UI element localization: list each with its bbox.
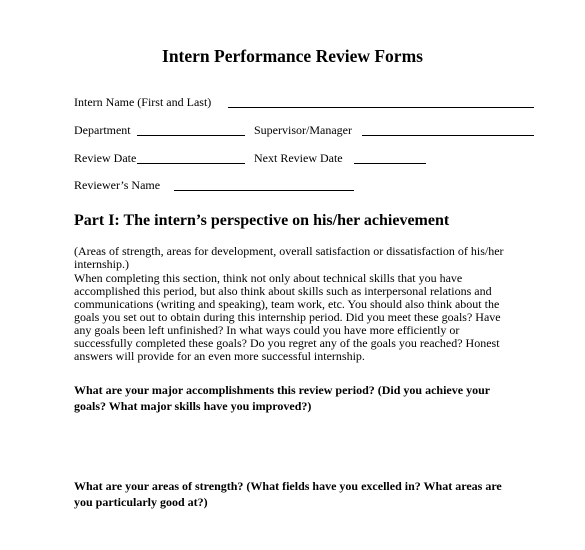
instructions-line: any goals been left unfinished? In what ways could you have more efficiently or [74, 323, 460, 337]
department-field[interactable] [137, 135, 245, 136]
page-title: Intern Performance Review Forms [162, 46, 423, 66]
question-line: goals? What major skills have you improved?) [74, 399, 312, 413]
next-review-date-label: Next Review Date [254, 151, 343, 165]
areas-note-line: (Areas of strength, areas for development, overall satisfaction or dissatisfaction of his/her [74, 244, 504, 258]
question-line: What are your major accomplishments this review period? (Did you achieve your [74, 383, 491, 397]
reviewer-name-label: Reviewer’s Name [74, 178, 161, 192]
intern-name-label: Intern Name (First and Last) [74, 95, 212, 109]
instructions-line: accomplished this period, but also think about skills such as interpersonal relations and [74, 284, 492, 298]
review-date-label: Review Date [74, 151, 137, 165]
supervisor-label: Supervisor/Manager [254, 123, 352, 137]
instructions-paragraph [74, 272, 544, 363]
areas-note [74, 245, 544, 271]
question-strengths [74, 478, 544, 510]
intern-name-field[interactable] [228, 107, 534, 108]
part-one-heading: Part I: The intern’s perspective on his/her achievement [74, 212, 450, 229]
instructions-line: answers will provide for an even more successful internship. [74, 349, 365, 363]
instructions-line: When completing this section, think not only about technical skills that you have [74, 271, 463, 285]
reviewer-name-field[interactable] [174, 190, 354, 191]
areas-note-line: internship.) [74, 257, 129, 271]
question-line: you particularly good at?) [74, 495, 208, 509]
instructions-line: goals you set out to obtain during this internship period. Did you meet these goals? Have [74, 310, 501, 324]
question-accomplishments [74, 382, 544, 414]
next-review-date-field[interactable] [354, 163, 426, 164]
instructions-line: successfully completed these goals? Do you regret any of the goals you reached? Honest [74, 336, 500, 350]
instructions-line: communications (writing and speaking), team work, etc. You should also think about the [74, 297, 500, 311]
review-date-field[interactable] [137, 163, 245, 164]
question-line: What are your areas of strength? (What fields have you excelled in? What areas are [74, 479, 502, 493]
supervisor-field[interactable] [362, 135, 534, 136]
department-label: Department [74, 123, 131, 137]
